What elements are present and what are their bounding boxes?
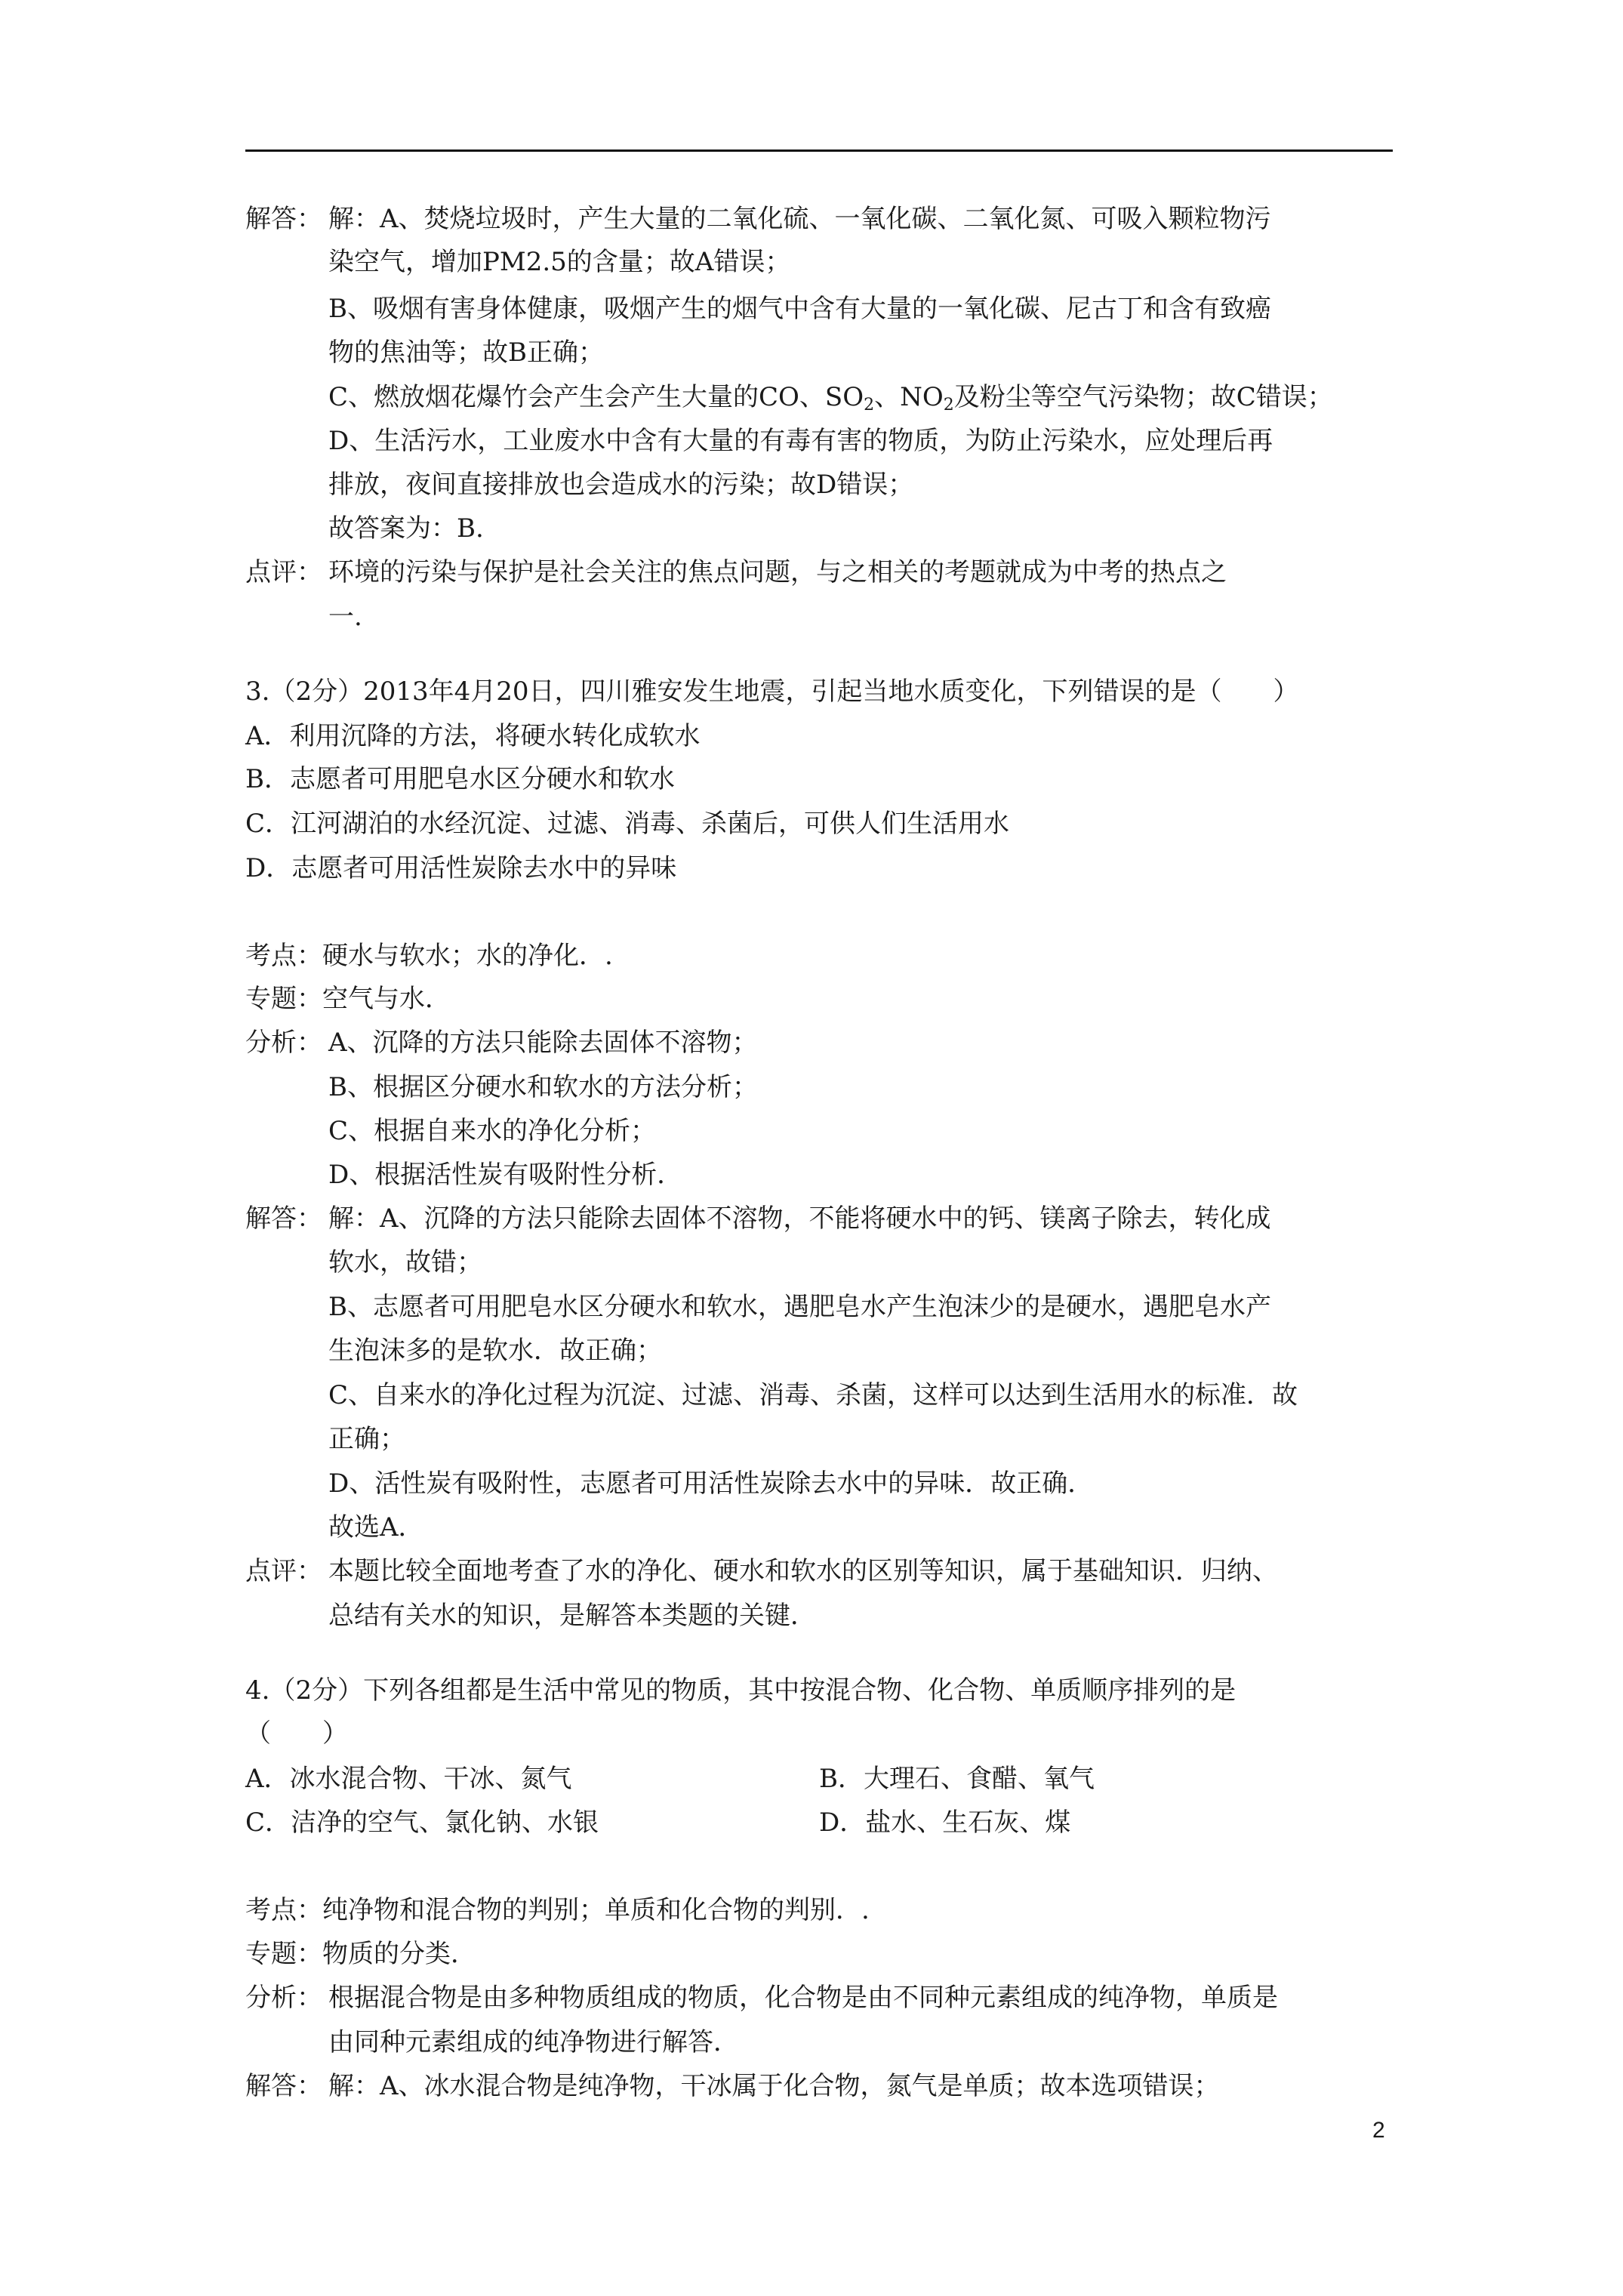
q2-answer-line: D、生活污水，工业废水中含有大量的有毒有害的物质，为防止污染水，应处理后再 xyxy=(328,426,1273,456)
q2-comment-label: 点评： xyxy=(245,557,322,587)
q3-answer-line: C、自来水的净化过程为沉淀、过滤、消毒、杀菌，这样可以达到生活用水的标准．故 xyxy=(328,1380,1298,1410)
subscript: 2 xyxy=(943,396,954,415)
q3-analysis-line: C、根据自来水的净化分析； xyxy=(328,1116,657,1146)
q2-comment-line: 一. xyxy=(328,602,362,632)
formula-text: 、NO xyxy=(874,382,944,412)
q3-answer-line: 生泡沫多的是软水．故正确； xyxy=(328,1336,662,1366)
q2-answer-line: B、吸烟有害身体健康，吸烟产生的烟气中含有大量的一氧化碳、尼古丁和含有致癌 xyxy=(328,294,1271,324)
q4-stem-paren: （ ） xyxy=(245,1718,348,1749)
q3-answer-line: 正确； xyxy=(328,1424,405,1454)
q4-analysis-label: 分析： xyxy=(245,1983,322,2013)
q4-option-c: C．洁净的空气、氯化钠、水银 xyxy=(245,1808,599,1838)
q4-option-b: B．大理石、食醋、氧气 xyxy=(819,1764,1095,1794)
header-rule xyxy=(245,149,1393,152)
q3-option-a: A．利用沉降的方法，将硬水转化成软水 xyxy=(245,721,701,751)
q2-answer-line: 解：A、焚烧垃圾时，产生大量的二氧化硫、一氧化碳、二氧化氮、可吸入颗粒物污 xyxy=(328,204,1271,234)
q2-answer-label: 解答： xyxy=(245,204,322,234)
q4-analysis-line: 根据混合物是由多种物质组成的物质，化合物是由不同种元素组成的纯净物，单质是 xyxy=(328,1983,1278,2013)
formula-text: 及粉尘等空气污染物；故C错误； xyxy=(953,382,1333,412)
subscript: 2 xyxy=(864,396,875,415)
q3-analysis-line: A、沉降的方法只能除去固体不溶物； xyxy=(328,1028,758,1058)
q4-option-a: A．冰水混合物、干冰、氮气 xyxy=(245,1764,572,1794)
q4-answer-label: 解答： xyxy=(245,2071,322,2101)
q2-answer-line: 物的焦油等；故B正确； xyxy=(328,337,604,368)
q4-kaodian: 考点：纯净物和混合物的判别；单质和化合物的判别．. xyxy=(245,1895,870,1925)
q2-answer-line: 故答案为：B. xyxy=(328,513,484,544)
q3-answer-line: 软水，故错； xyxy=(328,1247,482,1277)
q3-comment-line: 本题比较全面地考查了水的净化、硬水和软水的区别等知识，属于基础知识．归纳、 xyxy=(328,1556,1278,1586)
formula-text: C、燃放烟花爆竹会产生会产生大量的CO、SO xyxy=(328,382,864,412)
q3-comment-label: 点评： xyxy=(245,1556,322,1586)
q2-answer-line: 染空气，增加PM2.5的含量；故A错误； xyxy=(328,247,791,277)
q3-answer-line: B、志愿者可用肥皂水区分硬水和软水，遇肥皂水产生泡沫少的是硬水，遇肥皂水产 xyxy=(328,1292,1271,1322)
q2-comment-line: 环境的污染与保护是社会关注的焦点问题，与之相关的考题就成为中考的热点之 xyxy=(328,557,1227,587)
q3-analysis-line: B、根据区分硬水和软水的方法分析； xyxy=(328,1072,758,1102)
q3-analysis-line: D、根据活性炭有吸附性分析． xyxy=(328,1160,683,1190)
q4-analysis-line: 由同种元素组成的纯净物进行解答． xyxy=(328,2027,739,2057)
q4-option-d: D．盐水、生石灰、煤 xyxy=(819,1808,1071,1838)
q4-stem: 4.（2分）下列各组都是生活中常见的物质，其中按混合物、化合物、单质顺序排列的是 xyxy=(245,1675,1236,1706)
q3-answer-line: 解：A、沉降的方法只能除去固体不溶物，不能将硬水中的钙、镁离子除去，转化成 xyxy=(328,1203,1271,1234)
page-number: 2 xyxy=(1372,2118,1385,2143)
q3-option-c: C．江河湖泊的水经沉淀、过滤、消毒、杀菌后，可供人们生活用水 xyxy=(245,809,1010,839)
q3-option-d: D．志愿者可用活性炭除去水中的异味 xyxy=(245,853,677,883)
q4-answer-line: 解：A、冰水混合物是纯净物，干冰属于化合物，氮气是单质；故本选项错误； xyxy=(328,2071,1220,2101)
q3-stem: 3.（2分）2013年4月20日，四川雅安发生地震，引起当地水质变化，下列错误的是（ ） xyxy=(245,676,1299,707)
q3-option-b: B．志愿者可用肥皂水区分硬水和软水 xyxy=(245,764,675,794)
q3-zhuanti: 专题：空气与水． xyxy=(245,984,451,1014)
q3-analysis-label: 分析： xyxy=(245,1028,322,1058)
q3-kaodian: 考点：硬水与软水；水的净化．. xyxy=(245,941,613,971)
q4-zhuanti: 专题：物质的分类． xyxy=(245,1939,476,1969)
q2-answer-line-formula xyxy=(328,382,1333,415)
q3-answer-line: 故选A． xyxy=(328,1512,424,1542)
q3-answer-label: 解答： xyxy=(245,1203,322,1234)
q3-comment-line: 总结有关水的知识，是解答本类题的关键． xyxy=(328,1601,816,1631)
q2-answer-line: 排放，夜间直接排放也会造成水的污染；故D错误； xyxy=(328,470,914,500)
q3-answer-line: D、活性炭有吸附性，志愿者可用活性炭除去水中的异味．故正确． xyxy=(328,1469,1094,1499)
